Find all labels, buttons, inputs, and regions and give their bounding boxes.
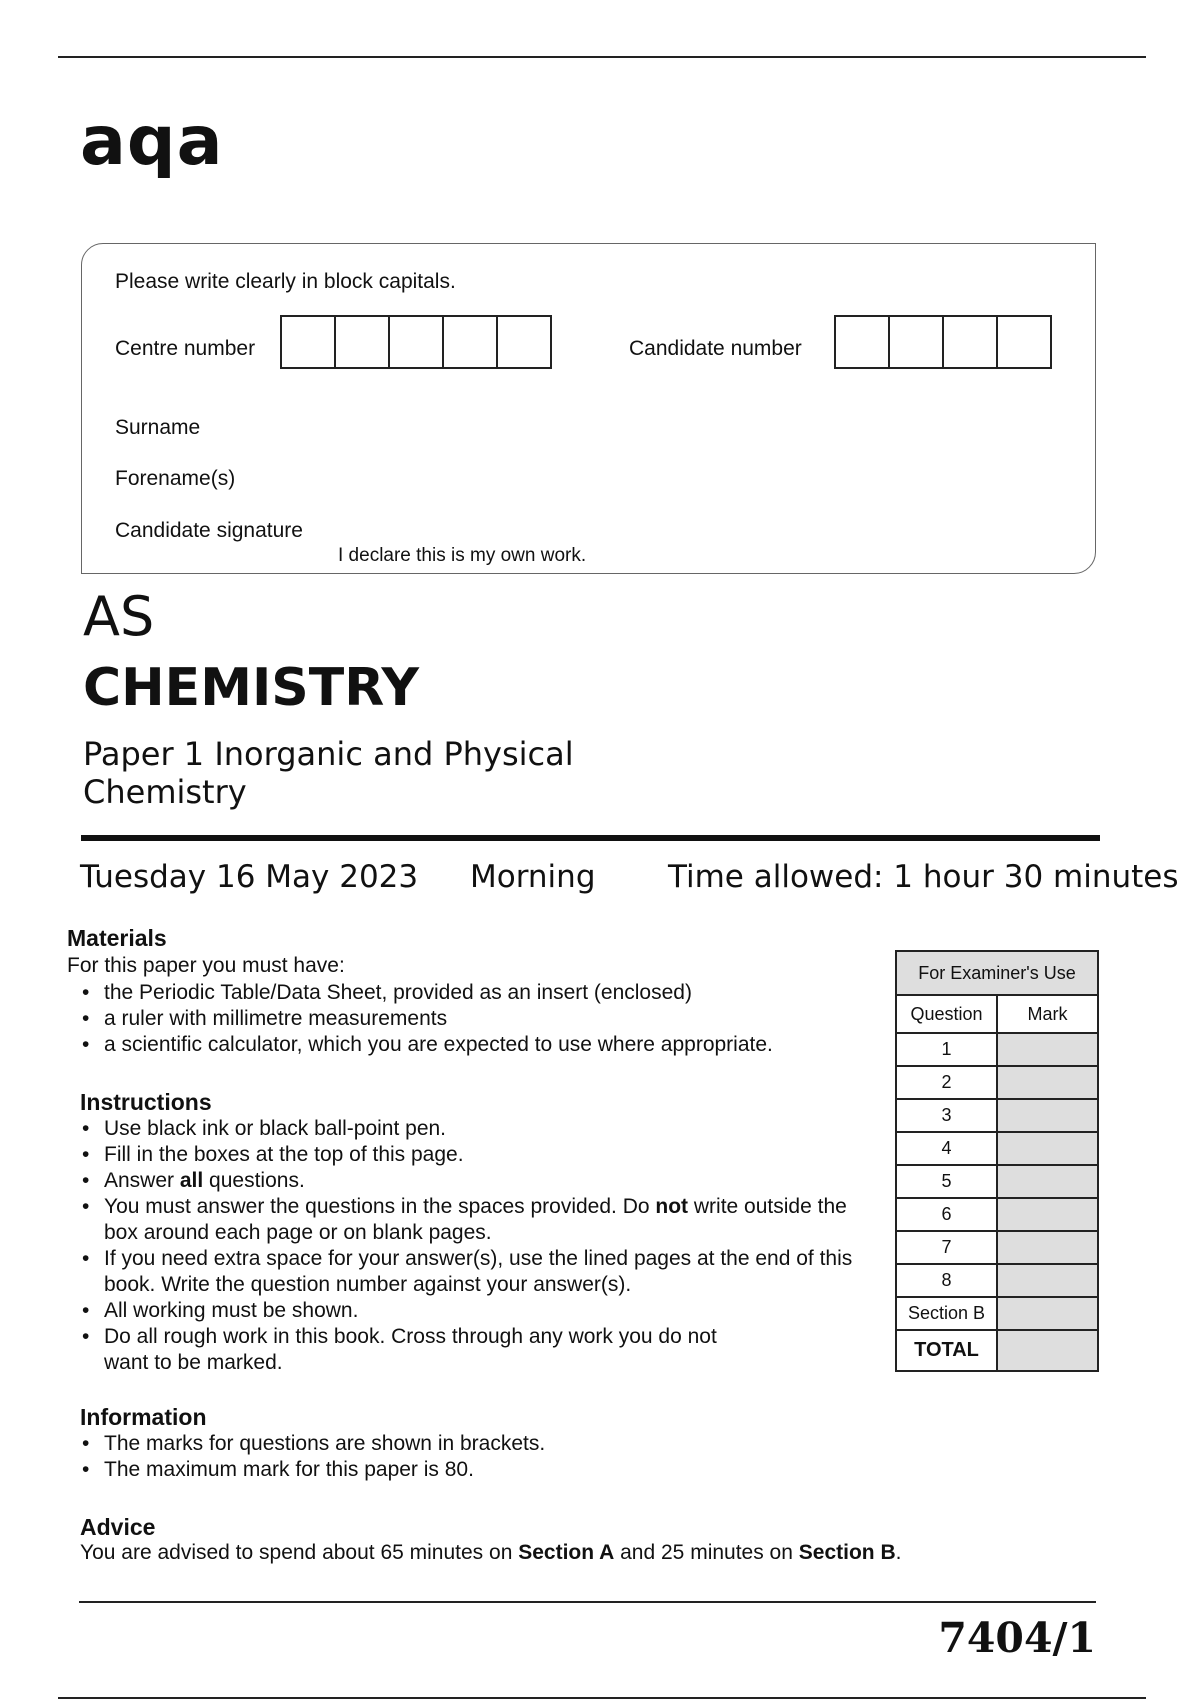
table-row [896, 1165, 1098, 1198]
advice-text: You are advised to spend about 65 minutes on Section A and 25 minutes on Section B. [80, 1541, 902, 1564]
centre-number-digit[interactable] [388, 315, 444, 369]
list-item: • If you need extra space for your answer(s), use the lined pages at the end of this book. Write the question number against your answer(s). [80, 1246, 865, 1298]
materials-list [80, 980, 860, 1058]
table-row [896, 1099, 1098, 1132]
examiner-use-table [895, 950, 1099, 1372]
mark-cell[interactable] [997, 1033, 1098, 1066]
instructions-list [80, 1116, 865, 1376]
table-row [896, 1330, 1098, 1371]
question-number: 4 [896, 1132, 997, 1165]
list-item: • a ruler with millimetre measurements [80, 1006, 860, 1032]
mark-cell[interactable] [997, 1165, 1098, 1198]
list-item: • The marks for questions are shown in brackets. [80, 1431, 860, 1457]
qualification-level: AS [83, 585, 155, 648]
table-row [896, 1297, 1098, 1330]
table-row [896, 1066, 1098, 1099]
paper-code: 7404/1 [938, 1614, 1096, 1662]
centre-number-digit[interactable] [442, 315, 498, 369]
surname-label: Surname [115, 416, 201, 439]
paper-title: Paper 1 Inorganic and Physical Chemistry [83, 735, 574, 811]
block-capitals-instruction: Please write clearly in block capitals. [115, 270, 456, 293]
list-item: • a scientific calculator, which you are expected to use where appropriate. [80, 1032, 860, 1058]
list-item: • Fill in the boxes at the top of this page. [80, 1142, 865, 1168]
centre-number-digit[interactable] [280, 315, 336, 369]
centre-number-boxes [282, 315, 552, 369]
advice-heading: Advice [80, 1514, 156, 1540]
exam-session: Morning [470, 859, 596, 895]
question-number: 5 [896, 1165, 997, 1198]
instructions-heading: Instructions [80, 1089, 212, 1115]
footer-rule [79, 1601, 1096, 1603]
materials-intro: For this paper you must have: [67, 954, 345, 977]
top-rule [58, 56, 1146, 58]
centre-number-label: Centre number [115, 337, 256, 360]
question-number: 2 [896, 1066, 997, 1099]
candidate-number-digit[interactable] [888, 315, 944, 369]
title-divider [81, 835, 1100, 841]
examiner-table-title: For Examiner's Use [896, 951, 1098, 995]
total-mark-cell[interactable] [997, 1330, 1098, 1371]
mark-column-header: Mark [997, 995, 1098, 1033]
materials-heading: Materials [67, 925, 167, 951]
list-item: • the Periodic Table/Data Sheet, provided as an insert (enclosed) [80, 980, 860, 1006]
candidate-number-digit[interactable] [996, 315, 1052, 369]
mark-cell[interactable] [997, 1264, 1098, 1297]
bottom-rule [58, 1697, 1146, 1699]
signature-label: Candidate signature [115, 519, 303, 542]
candidate-number-boxes [836, 315, 1052, 369]
question-number: Section B [896, 1297, 997, 1330]
information-list [80, 1431, 860, 1483]
candidate-number-label: Candidate number [629, 337, 802, 360]
subject-title: CHEMISTRY [83, 658, 420, 718]
question-number: 1 [896, 1033, 997, 1066]
table-row [896, 1132, 1098, 1165]
total-label: TOTAL [896, 1330, 997, 1371]
list-item: • The maximum mark for this paper is 80. [80, 1457, 860, 1483]
table-row [896, 1231, 1098, 1264]
mark-cell[interactable] [997, 1099, 1098, 1132]
own-work-declaration: I declare this is my own work. [338, 545, 587, 566]
table-row [896, 1264, 1098, 1297]
mark-cell[interactable] [997, 1066, 1098, 1099]
question-number: 8 [896, 1264, 997, 1297]
list-item: • All working must be shown. [80, 1298, 865, 1324]
centre-number-digit[interactable] [334, 315, 390, 369]
mark-cell[interactable] [997, 1198, 1098, 1231]
information-heading: Information [80, 1404, 207, 1430]
time-allowed: Time allowed: 1 hour 30 minutes [668, 859, 1179, 895]
list-item: • Do all rough work in this book. Cross through any work you do not want to be marked. [80, 1324, 764, 1376]
candidate-number-digit[interactable] [942, 315, 998, 369]
mark-cell[interactable] [997, 1231, 1098, 1264]
mark-cell[interactable] [997, 1132, 1098, 1165]
list-item: • You must answer the questions in the spaces provided. Do not write outside the box around each page or on blank pages. [80, 1194, 865, 1246]
question-column-header: Question [896, 995, 997, 1033]
aqa-logo: aqa [80, 102, 224, 181]
forenames-label: Forename(s) [115, 467, 236, 490]
table-row [896, 1198, 1098, 1231]
list-item: • Answer all questions. [80, 1168, 865, 1194]
question-number: 7 [896, 1231, 997, 1264]
list-item: • Use black ink or black ball-point pen. [80, 1116, 865, 1142]
centre-number-digit[interactable] [496, 315, 552, 369]
question-number: 6 [896, 1198, 997, 1231]
mark-cell[interactable] [997, 1297, 1098, 1330]
question-number: 3 [896, 1099, 997, 1132]
exam-date: Tuesday 16 May 2023 [80, 859, 419, 895]
table-row [896, 1033, 1098, 1066]
candidate-number-digit[interactable] [834, 315, 890, 369]
